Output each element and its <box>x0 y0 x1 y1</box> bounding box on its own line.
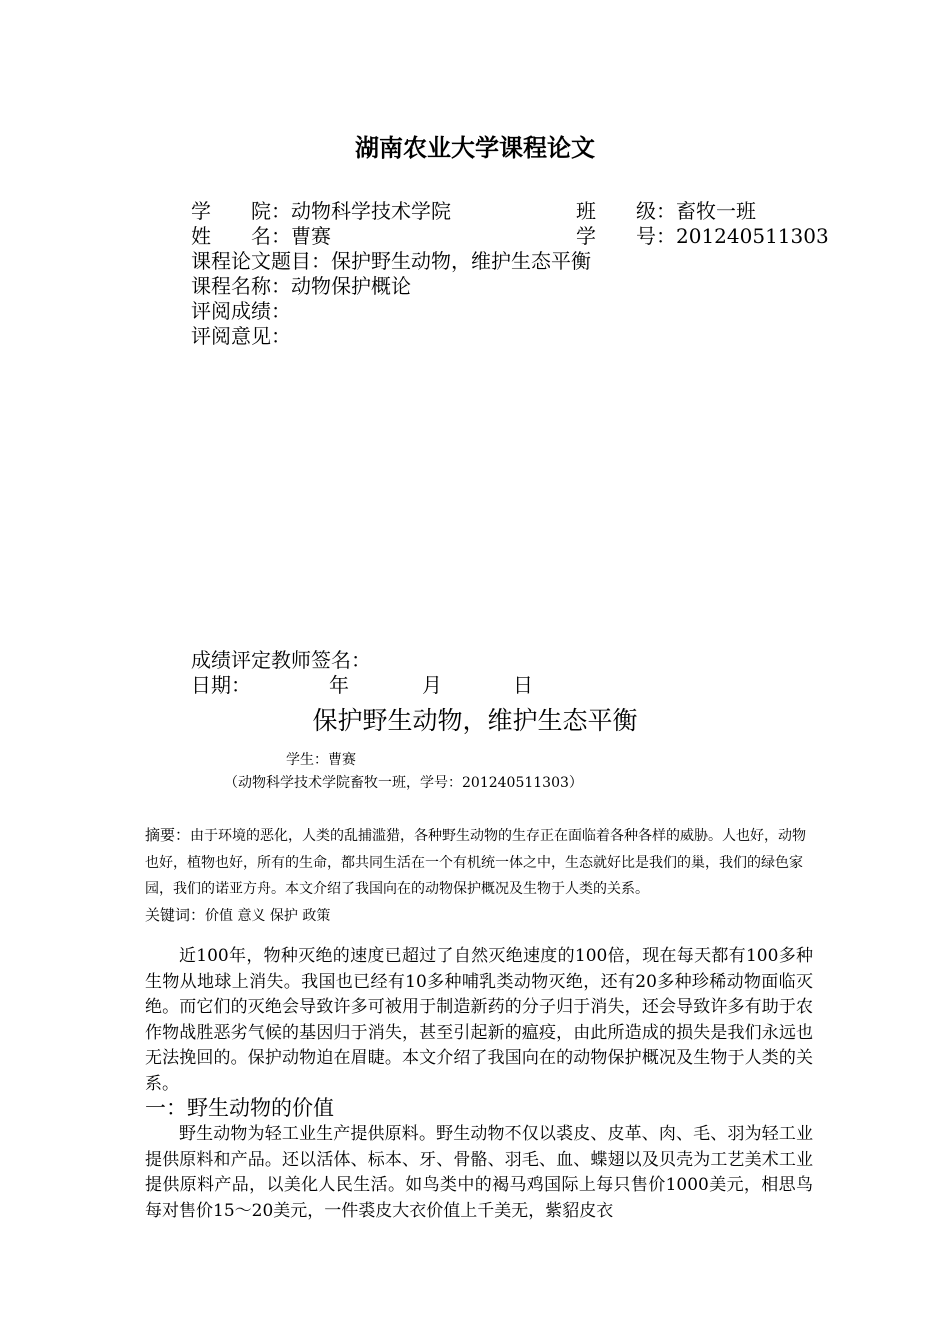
intro-paragraph: 近100年，物种灭绝的速度已超过了自然灭绝速度的100倍，现在每天都有100多种生物从地球上消失。我国也已经有10多种哺乳类动物灭绝，还有20多种珍稀动物面临灭绝。而它们的灭绝会导致许多可被用于制造新药的分子归于消失，还会导致许多有助于农作物战胜恶劣气候的基因归于消失，甚至引起新的瘟疫，由此所造成的损失是我们永远也无法挽回的。保护动物迫在眉睫。本文介绍了我国向在的动物保护概况及生物于人类的关系。 <box>145 946 813 1094</box>
date-row <box>191 673 533 698</box>
intro-paragraph-block <box>145 944 813 1097</box>
college-value: 动物科学技术学院 <box>291 199 451 223</box>
name-value: 曹赛 <box>291 224 331 248</box>
abstract-paragraph <box>145 822 817 903</box>
section1-paragraph-block <box>145 1122 813 1224</box>
date-year: 年 <box>329 673 349 697</box>
affiliation-line: （动物科学技术学院畜牧一班，学号：201240511303） <box>224 775 583 791</box>
topic-row <box>191 249 591 274</box>
section1-heading: 一：野生动物的价值 <box>145 1096 334 1120</box>
name-row <box>191 224 561 249</box>
name-label: 姓 名： <box>191 224 291 248</box>
grade-label: 评阅成绩： <box>191 299 291 323</box>
student-id-row <box>576 224 829 249</box>
topic-value: 保护野生动物，维护生态平衡 <box>331 249 591 273</box>
keywords-text: 价值 意义 保护 政策 <box>205 907 331 924</box>
comments-label: 评阅意见： <box>191 324 291 348</box>
keywords-label: 关键词： <box>145 905 206 924</box>
abstract-text: 由于环境的恶化，人类的乱捕滥猎，各种野生动物的生存正在面临着各种各样的威胁。人也好，动物也好，植物也好，所有的生命，都共同生活在一个有机统一体之中，生态就好比是我们的巢，我们的绿色家园，我们的诺亚方舟。本文介绍了我国向在的动物保护概况及生物于人类的关系。 <box>145 828 807 897</box>
date-day: 日 <box>513 673 533 697</box>
course-label: 课程名称： <box>191 274 291 298</box>
class-label: 班 级： <box>576 199 676 223</box>
section1-paragraph: 野生动物为轻工业生产提供原料。野生动物不仅以裘皮、皮革、肉、毛、羽为轻工业提供原料和产品。还以活体、标本、牙、骨骼、羽毛、血、蝶翅以及贝壳为工艺美术工业提供原料产品，以美化人民生活。如鸟类中的褐马鸡国际上每只售价1000美元，相思鸟每对售价15～20美元，一件裘皮大衣价值上千美无，紫貂皮衣 <box>145 1124 813 1221</box>
course-row <box>191 274 411 299</box>
date-label: 日期： <box>191 673 251 697</box>
class-value: 畜牧一班 <box>676 199 756 223</box>
course-value: 动物保护概论 <box>291 274 411 298</box>
abstract-label: 摘要： <box>145 826 191 844</box>
college-row <box>191 199 561 224</box>
paper-title: 保护野生动物，维护生态平衡 <box>312 706 638 735</box>
date-month: 月 <box>422 673 442 697</box>
student-id-value: 201240511303 <box>676 224 829 248</box>
class-row <box>576 199 756 224</box>
signature-label: 成绩评定教师签名： <box>191 648 371 672</box>
college-label: 学 院： <box>191 199 291 223</box>
keywords-paragraph <box>145 903 817 928</box>
student-id-label: 学 号： <box>576 224 676 248</box>
author-line: 学生：曹赛 <box>286 752 356 768</box>
university-title: 湖南农业大学课程论文 <box>355 134 595 162</box>
topic-label: 课程论文题目： <box>191 249 331 273</box>
abstract-block <box>145 822 817 928</box>
